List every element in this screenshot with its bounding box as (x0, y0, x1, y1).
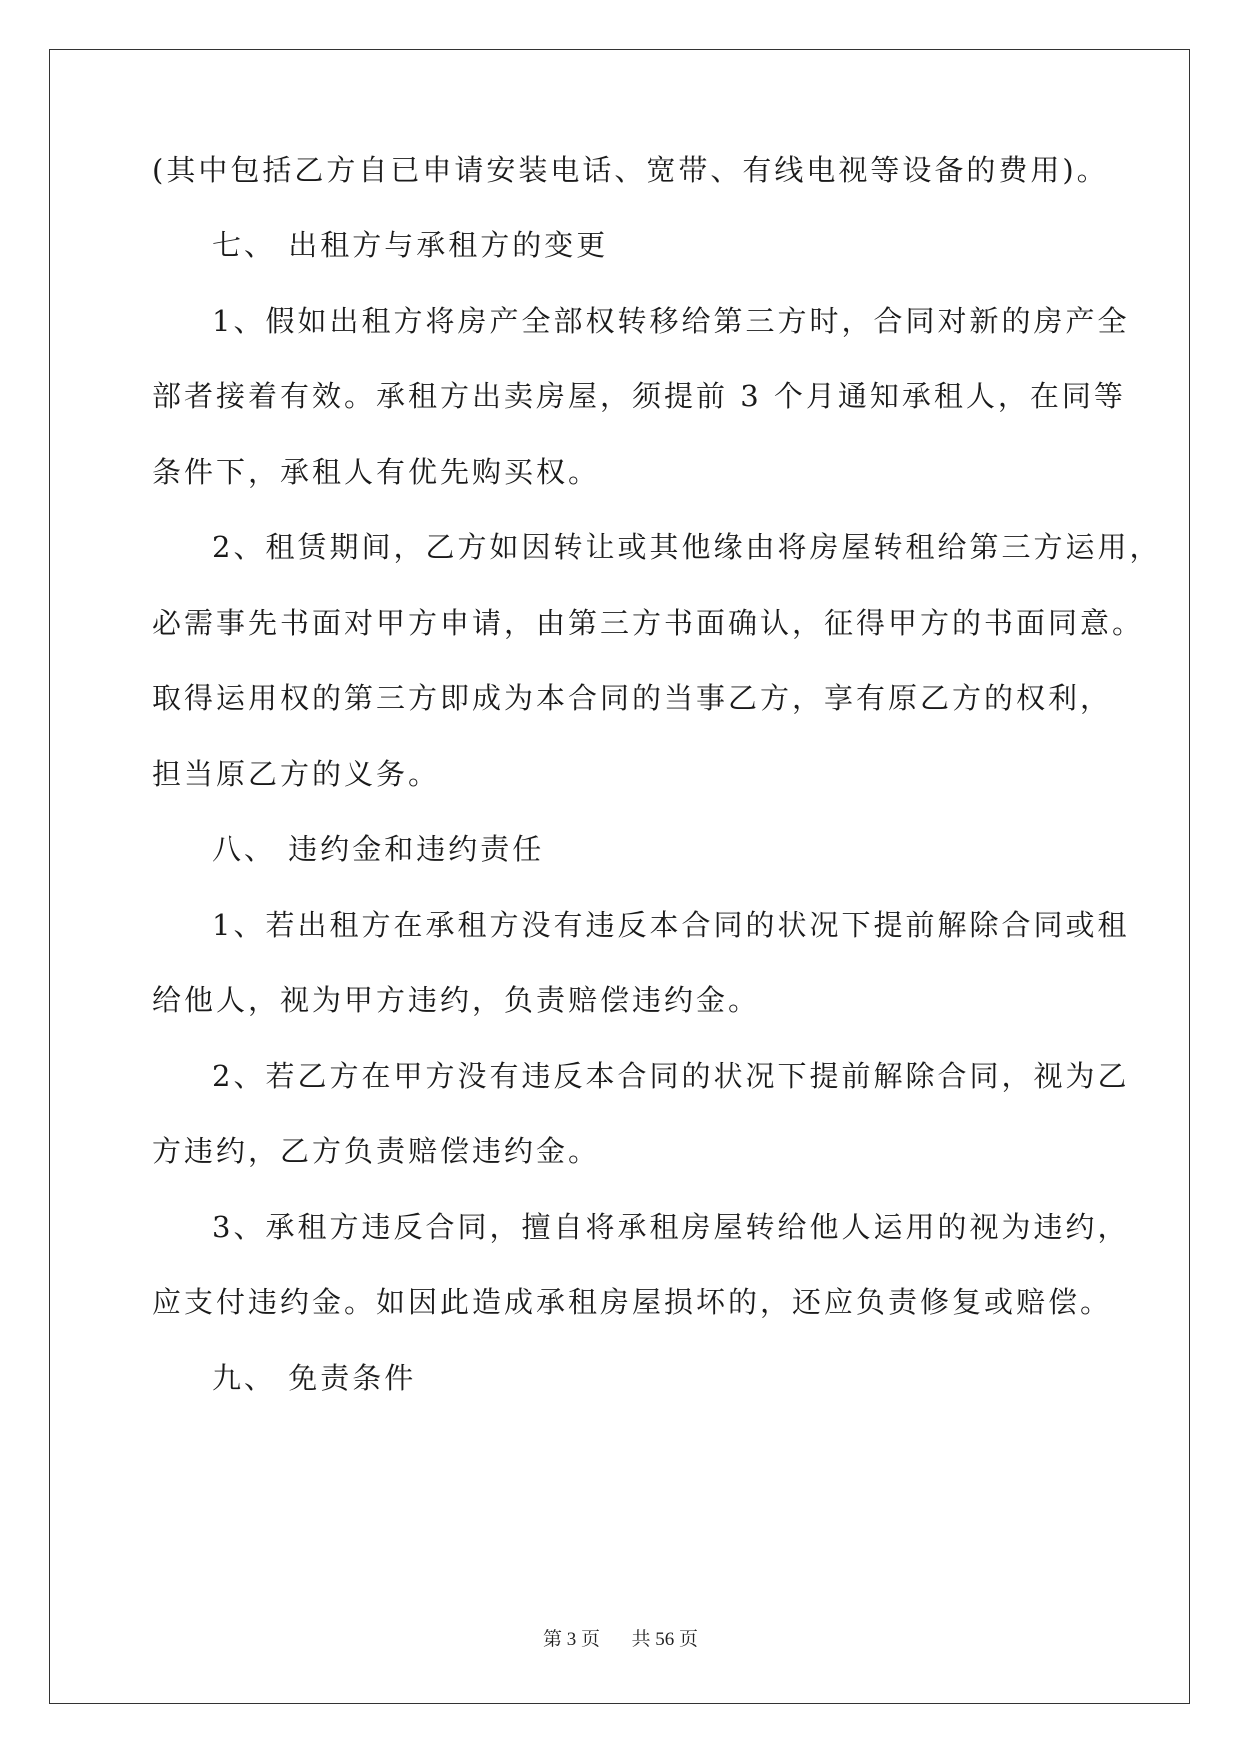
text-line: 方违约，乙方负责赔偿违约金。 (152, 1134, 601, 1168)
page-footer (0, 1624, 1241, 1651)
text-line: 担当原乙方的义务。 (152, 757, 441, 791)
text-line: 取得运用权的第三方即成为本合同的当事乙方，享有原乙方的权利， (152, 681, 1113, 715)
text-line: 给他人，视为甲方违约，负责赔偿违约金。 (152, 983, 761, 1017)
page-total: 共 56 页 (631, 1629, 699, 1650)
text-line: (其中包括乙方自已申请安装电话、宽带、有线电视等设备的费用)。 (152, 153, 1109, 187)
page-number: 第 3 页 (542, 1629, 600, 1650)
page-border (49, 49, 1190, 1704)
text-line: 应支付违约金。如因此造成承租房屋损坏的，还应负责修复或赔偿。 (152, 1285, 1113, 1319)
text-line: 条件下，承租人有优先购买权。 (152, 455, 601, 489)
text-line: 3、承租方违反合同，擅自将承租房屋转给他人运用的视为违约， (212, 1210, 1130, 1244)
text-line: 2、租赁期间，乙方如因转让或其他缘由将房屋转租给第三方运用， (212, 530, 1162, 564)
text-line: 1、假如出租方将房产全部权转移给第三方时，合同对新的房产全 (212, 304, 1130, 338)
section-heading-9: 九、 免责条件 (212, 1361, 417, 1395)
text-line: 1、若出租方在承租方没有违反本合同的状况下提前解除合同或租 (212, 908, 1130, 942)
text-line: 必需事先书面对甲方申请，由第三方书面确认，征得甲方的书面同意。 (152, 606, 1145, 640)
text-line: 部者接着有效。承租方出卖房屋，须提前 3 个月通知承租人，在同等 (152, 379, 1126, 413)
section-heading-7: 七、 出租方与承租方的变更 (212, 228, 609, 262)
text-line: 2、若乙方在甲方没有违反本合同的状况下提前解除合同，视为乙 (212, 1059, 1130, 1093)
section-heading-8: 八、 违约金和违约责任 (212, 832, 545, 866)
